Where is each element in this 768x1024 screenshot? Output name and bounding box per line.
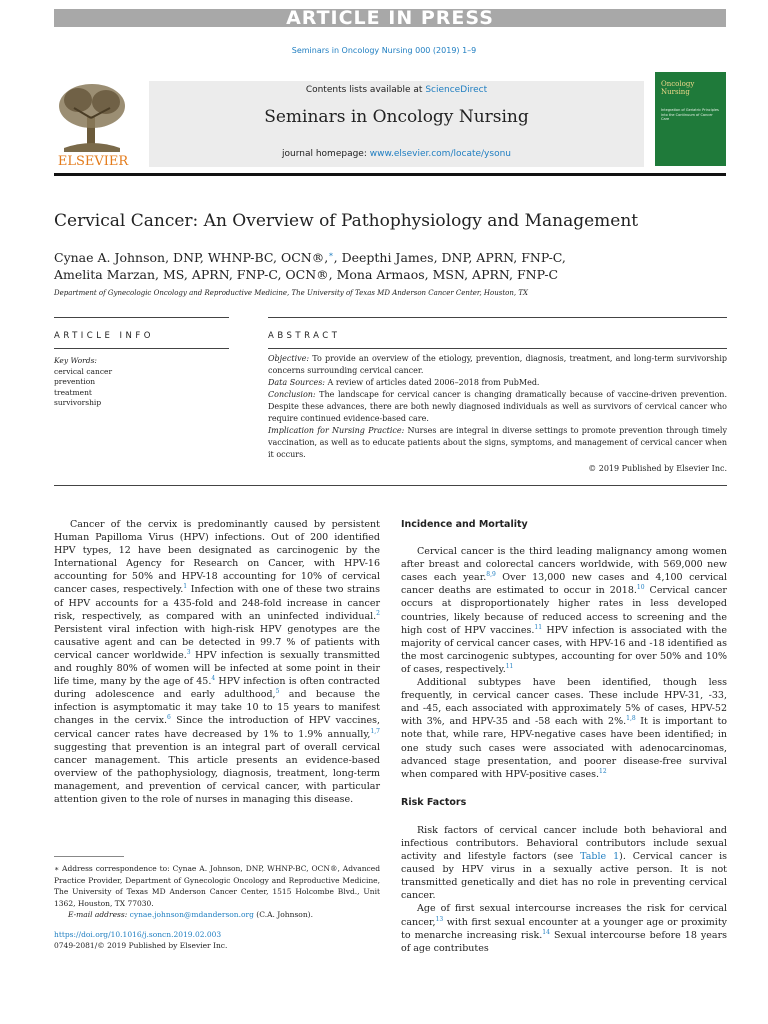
abstract-heading: ABSTRACT: [268, 331, 341, 341]
body-text: Sexual intercourse before 18 years of age contributes: [401, 929, 727, 954]
citation-link[interactable]: 3: [186, 648, 191, 656]
citation-link[interactable]: 11: [505, 662, 514, 670]
keyword-item: survivorship: [54, 398, 102, 407]
journal-info-box: [149, 81, 644, 167]
correspondence-footnote: ∗ Address correspondence to: Cynae A. Johnson, DNP, WHNP-BC, OCN®, Advanced Practice Provider, Department of Gynecologic Oncology and Reproductive Medicine, The University of Texas MD Anderson Cancer Center, 1515 Holcombe Blvd., Unit 1362, Houston, TX 77030. E-mail address: cynae.johnson@mdanderson.org (C.A. Johnson).: [54, 864, 380, 919]
body-text: Cervical cancer is the third leading malignancy among women after breast and colorectal cancers worldwide, with 569,000 new cases each year.: [401, 546, 727, 584]
abstract-sources: Data Sources: A review of articles dated 2006–2018 from PubMed.: [268, 378, 540, 387]
keywords-label: Key Words:: [54, 356, 97, 365]
affiliation: Department of Gynecologic Oncology and Reproductive Medicine, The University of Texas MD Anderson Cancer Center, Houston, TX: [54, 289, 528, 297]
journal-name: Seminars in Oncology Nursing: [264, 107, 529, 127]
risk-paragraph-2: [401, 902, 727, 954]
abstract-rule: [268, 348, 727, 349]
citation-link[interactable]: 1,7: [370, 727, 380, 735]
body-text: HPV infection is sexually transmitted and roughly 80% of women will be infected at some point in their life time, many by the age of 45.: [54, 649, 380, 688]
journal-homepage-link[interactable]: www.elsevier.com/locate/ysonu: [369, 149, 511, 159]
table-reference-link[interactable]: Table 1: [580, 851, 620, 863]
abstract-bottom-rule: [54, 485, 727, 486]
citation-link[interactable]: 10: [636, 584, 645, 592]
citation-link[interactable]: 5: [275, 688, 280, 696]
body-text: HPV infection is associated with the majority of cervical cancer cases, with HPV-16 and -18 identified as the most carcinogenic subtypes, accounting for over 50% and 10% of cases, respectively.: [401, 624, 727, 675]
keyword-item: prevention: [54, 377, 96, 386]
body-text: Age of first sexual intercourse increases the risk for cervical cancer,: [401, 903, 727, 928]
abstract-copyright: © 2019 Published by Elsevier Inc.: [588, 464, 727, 473]
citation-link[interactable]: 1: [183, 583, 188, 591]
citation-link[interactable]: 14: [542, 928, 550, 936]
right-column: [401, 518, 727, 955]
citation-link[interactable]: 4: [211, 674, 216, 682]
journal-cover-thumbnail[interactable]: [655, 72, 726, 166]
citation-link[interactable]: 6: [167, 714, 171, 722]
article-info-top-rule: [54, 317, 229, 318]
cover-subtitle: Integration of Geriatric Principles into the Continuum of Cancer Care: [661, 108, 719, 121]
elsevier-wordmark: ELSEVIER: [57, 154, 129, 168]
issn-line: 0749-2081/© 2019 Published by Elsevier Inc.: [54, 941, 228, 950]
elsevier-tree-logo: [54, 78, 132, 168]
corresponding-author-mark[interactable]: ∗: [328, 250, 334, 259]
body-text: Over 13,000 new cases and 4,100 cervical cancer deaths are estimated to occur in 2018.: [401, 572, 728, 597]
author-list: Cynae A. Johnson, DNP, WHNP-BC, OCN®,∗, Deepthi James, DNP, APRN, FNP-C, Amelita Marzan, MS, APRN, FNP-C, OCN®, Mona Armaos, MSN, APRN, FNP-C: [54, 250, 566, 283]
abstract-body: [268, 353, 727, 475]
keyword-item: treatment: [54, 387, 92, 397]
risk-paragraph-1: [401, 824, 727, 903]
body-text: and because the infection is asymptomatic it may take 10 to 15 years to manifest changes in the cervix.: [54, 689, 380, 727]
sciencedirect-link[interactable]: ScienceDirect: [425, 85, 488, 95]
article-info-rule: [54, 348, 229, 349]
keyword-item: cervical cancer: [54, 366, 113, 376]
incidence-paragraph-1: [401, 545, 727, 676]
keywords-block: [54, 356, 229, 409]
body-text: Infection with one of these two strains of HPV accounts for a 435-fold and 248-fold increase in cancer risk, respectively, as compared with an uninfected individual.: [54, 584, 380, 622]
doi-block: [54, 929, 380, 951]
body-text: It is important to note that, while rare, HPV-negative cases have been identified; in one study such cases were associated with adenocarcinomas, advanced stage presentation, and poorer disease-free survival when compared with HPV-positive cases.: [401, 716, 728, 780]
section-heading-incidence: Incidence and Mortality: [401, 519, 528, 530]
citation-link[interactable]: 13: [435, 915, 444, 923]
citation-link[interactable]: 2: [376, 609, 380, 617]
body-text: Cancer of the cervix is predominantly caused by persistent Human Papilloma Virus (HPV) infections. Out of 200 identified HPV types, 12 have been designated as carcinogenic by the International Agency for Research on Cancer, with HPV-16 accounting for 50% and HPV-18 accounting for 10% of cervical cancer cases, respectively.: [54, 519, 380, 596]
body-text: HPV infection is often contracted during adolescence and early adulthood,: [54, 676, 380, 701]
journal-citation-link[interactable]: Seminars in Oncology Nursing 000 (2019) 1–9: [291, 46, 477, 55]
citation-link[interactable]: 1,8: [626, 715, 636, 723]
abstract-implication: Implication for Nursing Practice: Nurses are integral in diverse settings to promote prevention through timely vaccination, as well as to educate patients about the signs, symptoms, and management of cervical cancer when it occurs.: [268, 426, 727, 459]
body-text: Additional subtypes have been identified, though less frequently, in cervical cancer cases. These include HPV-31, -33, and -45, each associated with approximately 5% of cases, HPV-52 with 3%, and HPV-35 and -58 each with 2%.: [401, 677, 727, 728]
body-text: Cervical cancer occurs at disproportionately higher rates in less developed countries, likely because of reduced access to screening and the high cost of HPV vaccines.: [401, 585, 727, 636]
masthead: [54, 72, 726, 170]
body-text: Risk factors of cervical cancer include both behavioral and infectious contributors. Behavioral contributors include sexual activity and lifestyle factors (see: [401, 824, 727, 863]
homepage-line: journal homepage: www.elsevier.com/locate/ysonu: [282, 149, 511, 159]
article-info-heading: ARTICLE INFO: [54, 331, 154, 341]
section-heading-risk-factors: Risk Factors: [401, 796, 467, 808]
body-text: suggesting that prevention is an integral part of overall cervical cancer management. This article presents an evidence-based overview of the pathophysiology, diagnosis, treatment, long-term management, and prevention of cervical cancer, with particular attention given to the role of nurses in managing this disease.: [54, 741, 380, 805]
body-text: Since the introduction of HPV vaccines, cervical cancer rates have decreased by 1% to 1.9% annually,: [54, 715, 380, 740]
article-title: Cervical Cancer: An Overview of Pathophysiology and Management: [54, 211, 639, 231]
citation-link[interactable]: 12: [599, 767, 607, 775]
masthead-divider: [54, 173, 726, 176]
cover-title: Oncology Nursing: [661, 80, 695, 96]
abstract-conclusion: Conclusion: The landscape for cervical cancer is changing dramatically because of vaccine-driven prevention. Despite these advances, there are both newly diagnosed individuals as well as survivors of cervical cancer who require continued evidence-based care.: [268, 390, 727, 423]
citation-link[interactable]: 8,9: [486, 571, 496, 579]
body-text: with first sexual encounter at a younger age or proximity to menarche increasing risk.: [401, 916, 727, 941]
incidence-paragraph-2: [401, 676, 727, 781]
doi-link[interactable]: https://doi.org/10.1016/j.soncn.2019.02.003: [54, 930, 222, 939]
intro-paragraph: [54, 518, 380, 806]
article-in-press-banner: ARTICLE IN PRESS: [54, 9, 726, 27]
footnote-rule: [54, 856, 124, 857]
body-text: Persistent viral infection with high-risk HPV genotypes are the causative agent and can be detected in 99.7 % of patients with cervical cancer worldwide.: [54, 623, 380, 661]
left-column: [54, 518, 380, 806]
contents-line: Contents lists available at ScienceDirect: [305, 85, 488, 95]
author-email-link[interactable]: cynae.johnson@mdanderson.org: [129, 910, 254, 919]
body-text: ). Cervical cancer is caused by HPV virus in a sexually active person. It is not transmitted genetically and diet has no role in preventing cervical cancer.: [401, 851, 727, 902]
abstract-top-rule: [268, 317, 727, 318]
citation-link[interactable]: 11: [534, 623, 543, 631]
abstract-objective: Objective: To provide an overview of the etiology, prevention, diagnosis, treatment, and long-term survivorship concerns surrounding cervical cancer.: [268, 354, 727, 375]
